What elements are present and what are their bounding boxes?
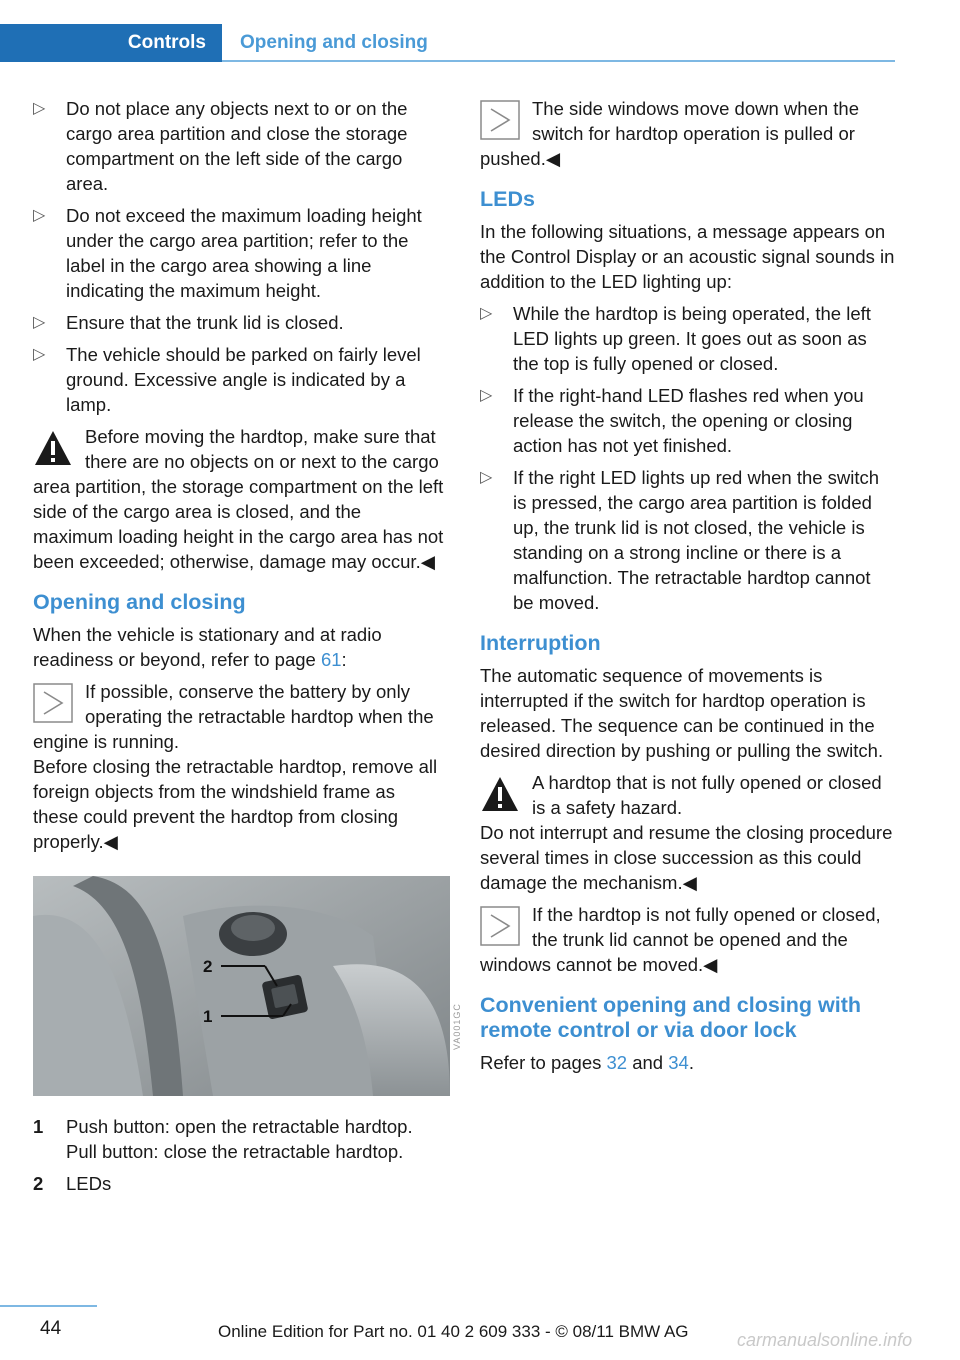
warning-note	[480, 770, 895, 895]
bullet-text: Do not place any objects next to or on the cargo area partition and close the storage compartment on the left side of the cargo area.	[66, 98, 408, 194]
page-link-34[interactable]: 34	[668, 1052, 689, 1073]
bullet-item	[33, 342, 445, 417]
warning-triangle-icon	[33, 428, 73, 468]
legend-number: 2	[33, 1173, 44, 1194]
end-mark: ◀	[103, 831, 118, 852]
warning-text-continued: Do not interrupt and resume the closing procedure several times in close succession as this could damage the mechanism.	[480, 822, 893, 893]
end-mark: ◀	[420, 551, 435, 572]
note-play-icon	[480, 906, 520, 946]
end-mark: ◀	[682, 872, 697, 893]
header-rule	[222, 60, 895, 62]
footer-rule	[0, 1305, 97, 1307]
bullet-triangle-icon: ▷	[480, 387, 493, 404]
heading-opening-closing: Opening and closing	[33, 590, 246, 614]
bullet-triangle-icon: ▷	[33, 207, 46, 224]
bullet-item	[480, 383, 895, 458]
legend-text: LEDs	[66, 1173, 112, 1194]
end-mark: ◀	[545, 148, 561, 169]
bullet-triangle-icon: ▷	[33, 100, 46, 117]
warning-text: A hardtop that is not fully opened or closed is a safety hazard.	[532, 772, 882, 818]
info-note	[33, 679, 445, 854]
console-illustration	[33, 876, 450, 1096]
warning-note	[33, 424, 445, 574]
bullet-text: If the right-hand LED flashes red when you release the switch, the opening or closing action has not yet finished.	[513, 385, 864, 456]
bullet-text: If the right LED lights up red when the switch is pressed, the cargo area partition is folded up, the trunk lid is not closed, the vehicle is standing on a strong incline or there is a malfunction. The retractable hardtop cannot be moved.	[513, 467, 880, 613]
note-text: If the hardtop is not fully opened or closed, the trunk lid cannot be opened and the windows cannot be moved.	[480, 904, 881, 975]
warning-triangle-icon	[480, 774, 520, 814]
bullet-item	[33, 203, 445, 303]
end-mark: ◀	[703, 954, 718, 975]
bullet-item	[480, 301, 895, 376]
bullet-triangle-icon: ▷	[480, 469, 493, 486]
note-text-continued: Before closing the retractable hardtop, remove all foreign objects from the windshield frame as these could prevent the hardtop from closing properly.	[33, 756, 438, 852]
legend-text: Push button: open the retractable hardtop. Pull button: close the retractable hardtop.	[66, 1116, 413, 1162]
page-link-61[interactable]: 61	[320, 649, 342, 670]
callout-1: 1	[203, 1007, 213, 1026]
note-play-icon	[480, 100, 520, 140]
refer-and: and	[632, 1052, 664, 1073]
left-column	[33, 96, 445, 1203]
bullet-text: Do not exceed the maximum loading height under the cargo area partition; refer to the label in the cargo area showing a line indicating the maximum height.	[66, 205, 422, 301]
note-play-icon	[33, 683, 73, 723]
info-note	[480, 902, 895, 977]
refer-text: Refer to pages	[480, 1052, 602, 1073]
legend-item	[33, 1114, 445, 1164]
refer-paragraph	[480, 1050, 895, 1075]
bullet-text: The vehicle should be parked on fairly level ground. Excessive angle is indicated by a lamp.	[66, 344, 421, 415]
heading-convenient: Convenient opening and closing with remote control or via door lock	[480, 993, 862, 1042]
legend-number: 1	[33, 1116, 44, 1137]
warning-text: Before moving the hardtop, make sure that there are no objects on or next to the cargo area partition, the storage compartment on the left side of the cargo area is closed, and the maximum loading height in the cargo area has not been exceeded; otherwise, damage may occur.	[33, 426, 444, 572]
bullet-triangle-icon: ▷	[33, 346, 46, 363]
page-number: 44	[40, 1318, 62, 1339]
note-text: The side windows move down when the switch for hardtop operation is pulled or pushed.	[480, 98, 860, 169]
legend-item	[33, 1171, 445, 1196]
bullet-triangle-icon: ▷	[33, 314, 46, 331]
info-note	[480, 96, 895, 171]
interruption-text: The automatic sequence of movements is interrupted if the switch for hardtop operation is released. The sequence can be continued in the desired direction by pushing or pulling the switch.	[480, 665, 884, 761]
heading-leds: LEDs	[480, 187, 535, 211]
bullet-text: Ensure that the trunk lid is closed.	[66, 312, 344, 333]
bullet-item	[33, 310, 445, 335]
right-column	[480, 96, 895, 1082]
leds-intro: In the following situations, a message appears on the Control Display or an acoustic signal sounds in addition to the LED lighting up:	[480, 221, 895, 292]
page-link-32[interactable]: 32	[606, 1052, 628, 1073]
watermark: carmanualsonline.info	[737, 1330, 913, 1350]
bullet-item	[480, 465, 895, 615]
center-console-photo	[33, 876, 450, 1096]
header-section-label: Opening and closing	[240, 32, 428, 53]
edition-footer: Online Edition for Part no. 01 40 2 609 333 - © 08/11 BMW AG	[218, 1322, 689, 1341]
header-chapter-label: Controls	[127, 32, 206, 53]
note-text: If possible, conserve the battery by only operating the retractable hardtop when the engine is running.	[33, 681, 434, 752]
photo-code: VA001GC	[452, 1003, 462, 1050]
intro-text: When the vehicle is stationary and at radio readiness or beyond, refer to page	[33, 624, 382, 670]
refer-end: .	[688, 1052, 694, 1073]
callout-2: 2	[203, 957, 213, 976]
page-header	[0, 24, 895, 62]
bullet-text: While the hardtop is being operated, the left LED lights up green. It goes out as soon as the top is fully opened or closed.	[513, 303, 871, 374]
intro-end: :	[341, 649, 347, 670]
bullet-item	[33, 96, 445, 196]
bullet-triangle-icon: ▷	[480, 305, 493, 322]
intro-paragraph	[33, 622, 445, 672]
heading-interruption: Interruption	[480, 631, 601, 655]
